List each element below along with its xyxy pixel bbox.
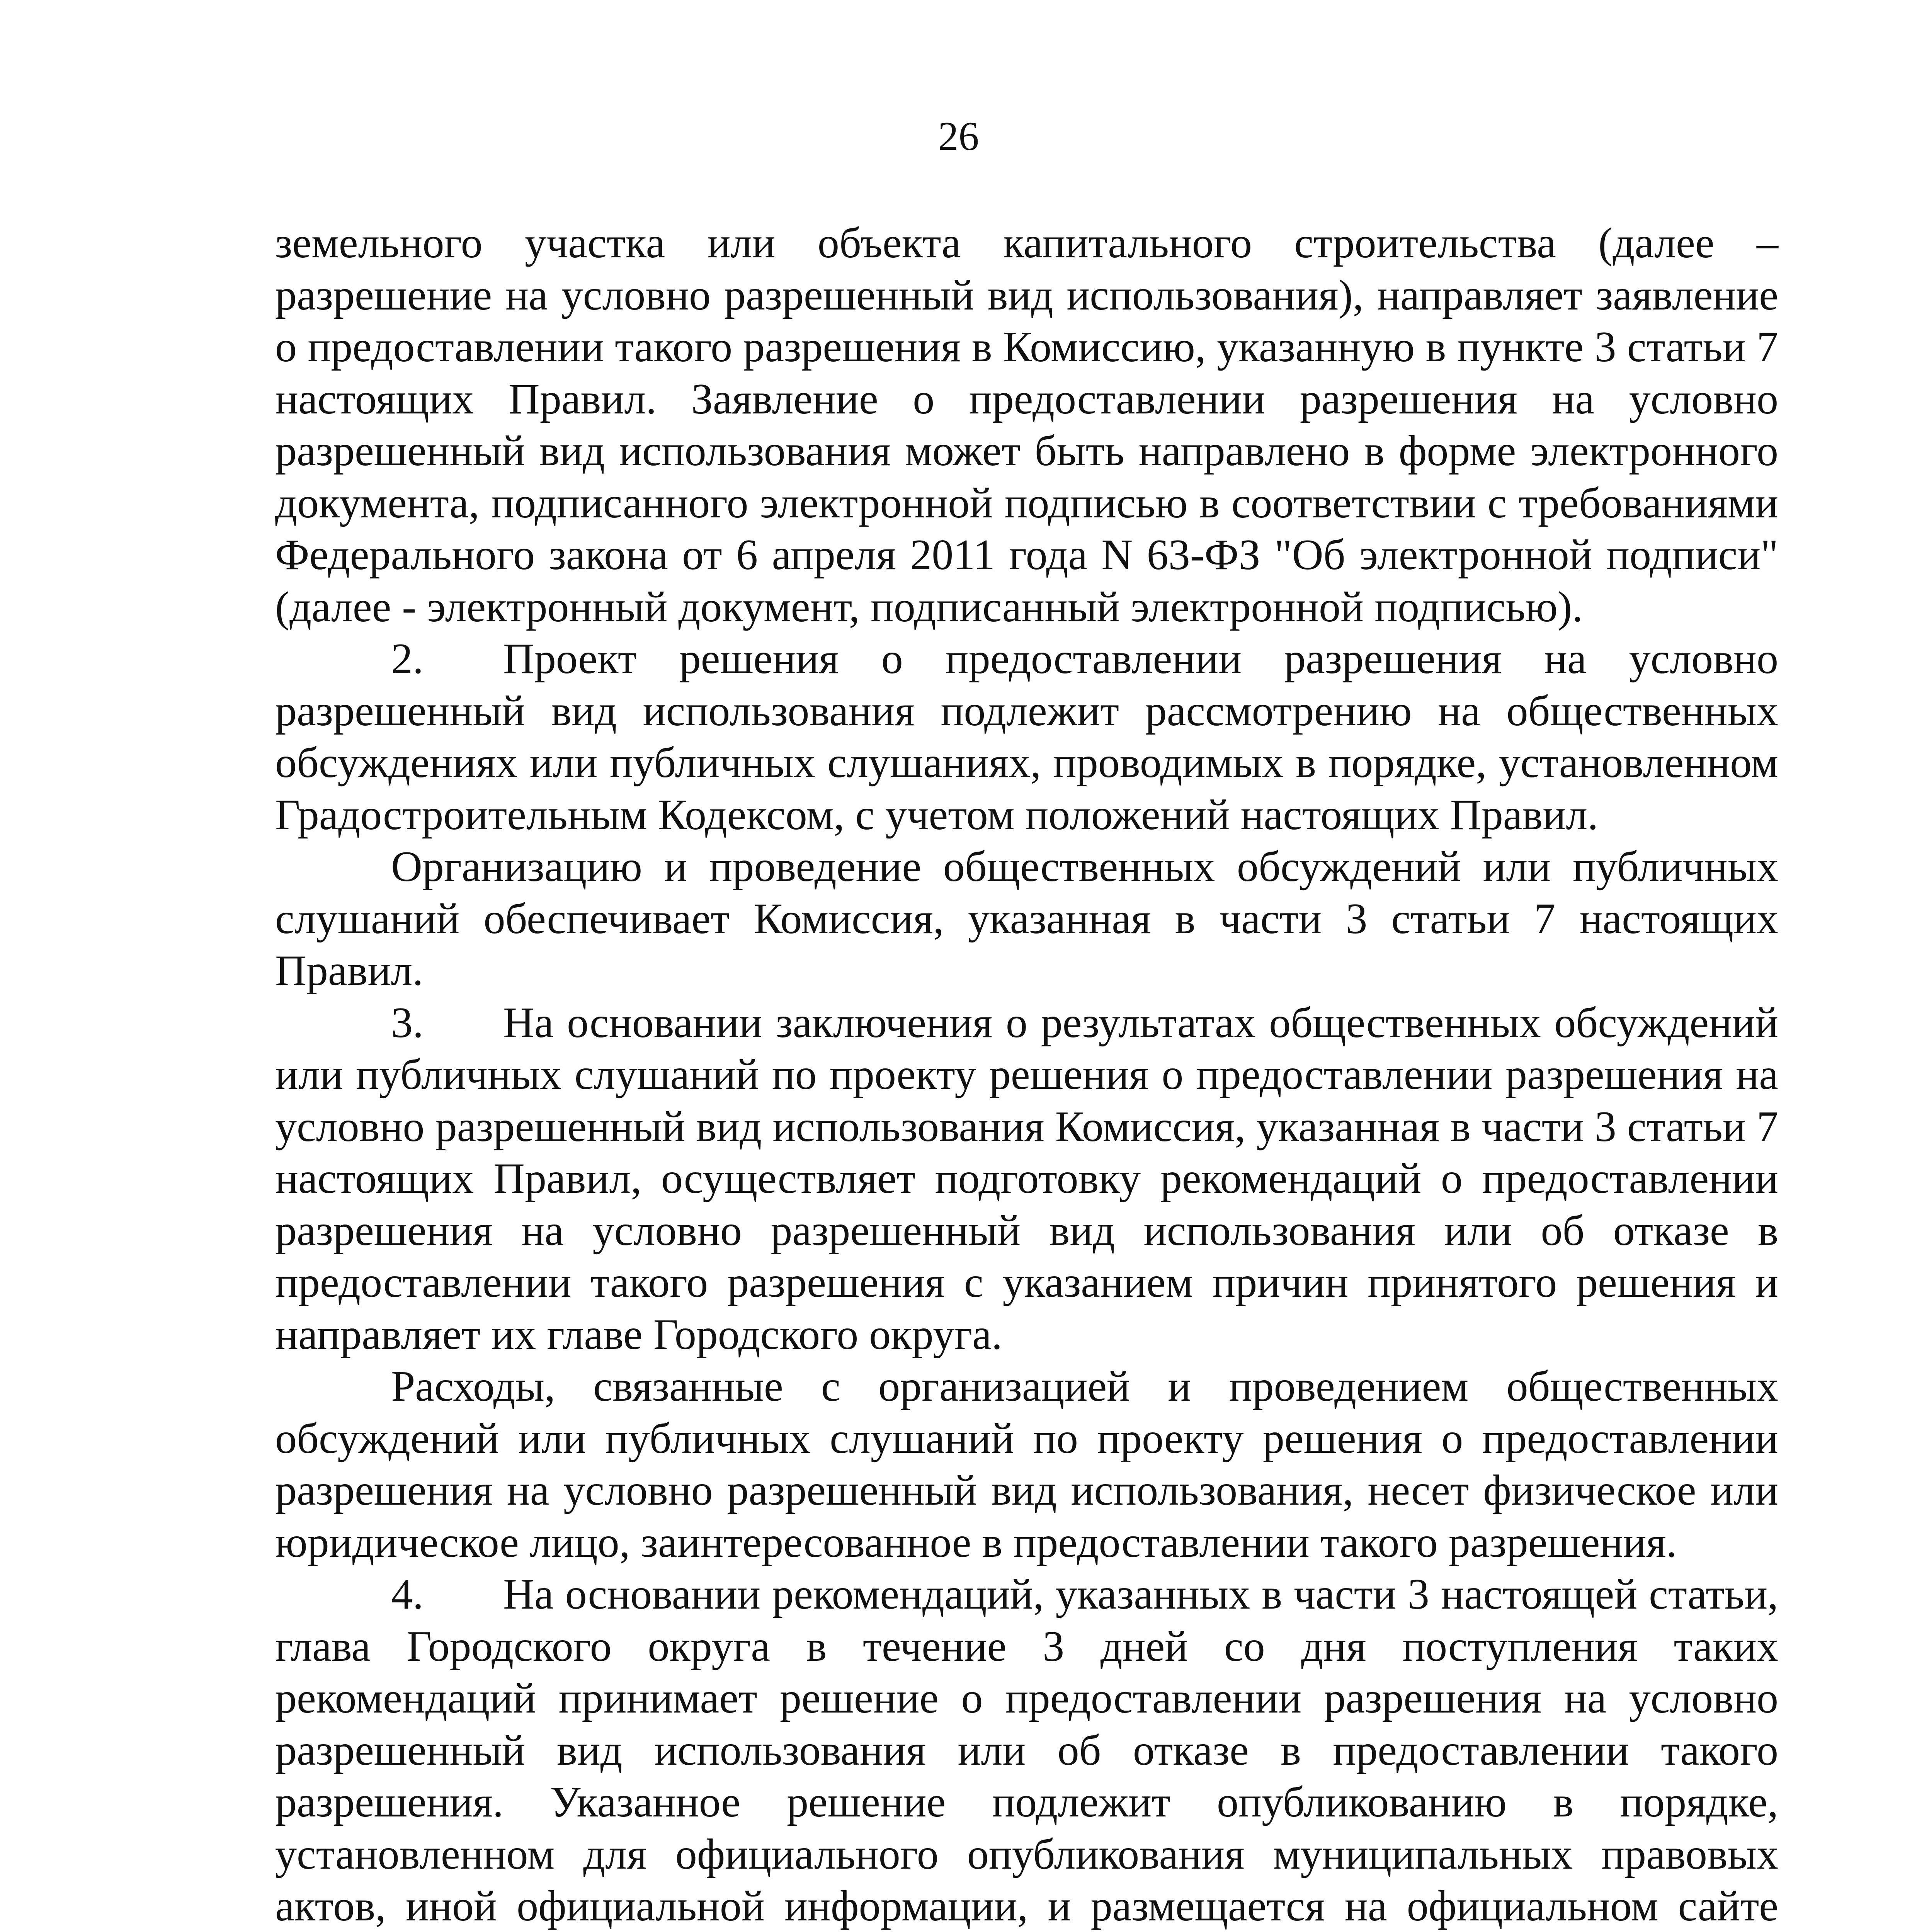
paragraph-expenses [275, 1361, 1778, 1568]
paragraph-text: На основании заключения о результатах общественных обсуждений или публичных слушаний по проекту решения о предоставлении разрешения на условно разрешенный вид использования Комиссия, указанная в части 3 статьи 7 настоящих Правил, осуществляет подготовку рекомендаций о предоставлении разрешения на условно разрешенный вид использования или об отказе в предоставлении такого разрешения с указанием причин принятого решения и направляет их главе Городского округа. [275, 998, 1778, 1359]
paragraph-text: Организацию и проведение общественных обсуждений или публичных слушаний обеспечивает Комиссия, указанная в части 3 статьи 7 настоящих Правил. [275, 843, 1778, 995]
page-number: 26 [938, 114, 979, 159]
paragraph-organization [275, 841, 1778, 997]
paragraph-text: земельного участка или объекта капитального строительства (далее – разрешение на условно разрешенный вид использования), направляет заявление о предоставлении такого разрешения в Комиссию, указанную в пункте 3 статьи 7 настоящих Правил. Заявление о предоставлении разрешения на условно разрешенный вид использования может быть направлено в форме электронного документа, подписанного электронной подписью в соответствии с требованиями Федерального закона от 6 апреля 2011 года N 63-ФЗ "Об электронной подписи" (далее - электронный документ, подписанный электронной подписью). [275, 219, 1778, 631]
paragraph-item-3 [275, 997, 1778, 1361]
paragraph-continuation [275, 217, 1778, 633]
paragraph-item-4 [275, 1568, 1778, 1932]
paragraph-text: Проект решения о предоставлении разрешения на условно разрешенный вид использования подлежит рассмотрению на общественных обсуждениях или публичных слушаниях, проводимых в порядке, установленном Градостроительным Кодексом, с учетом положений настоящих Правил. [275, 635, 1778, 839]
paragraph-item-2 [275, 633, 1778, 841]
item-number: 2. [391, 635, 424, 683]
paragraph-text: Расходы, связанные с организацией и проведением общественных обсуждений или публичных слушаний по проекту решения о предоставлении разрешения на условно разрешенный вид использования, несет физическое или юридическое лицо, заинтересованное в предоставлении такого разрешения. [275, 1362, 1778, 1566]
item-number: 3. [391, 998, 424, 1047]
document-body [275, 217, 1778, 1932]
paragraph-text: На основании рекомендаций, указанных в части 3 настоящей статьи, глава Городского округа в течение 3 дней со дня поступления таких рекомендаций принимает решение о предоставлении разрешения на условно разрешенный вид использования или об отказе в предоставлении такого разрешения. Указанное решение подлежит опубликованию в порядке, установленном для официального опубликования муниципальных правовых актов, иной официальной информации, и размещается на официальном сайте [275, 1570, 1778, 1930]
item-number: 4. [391, 1570, 424, 1618]
